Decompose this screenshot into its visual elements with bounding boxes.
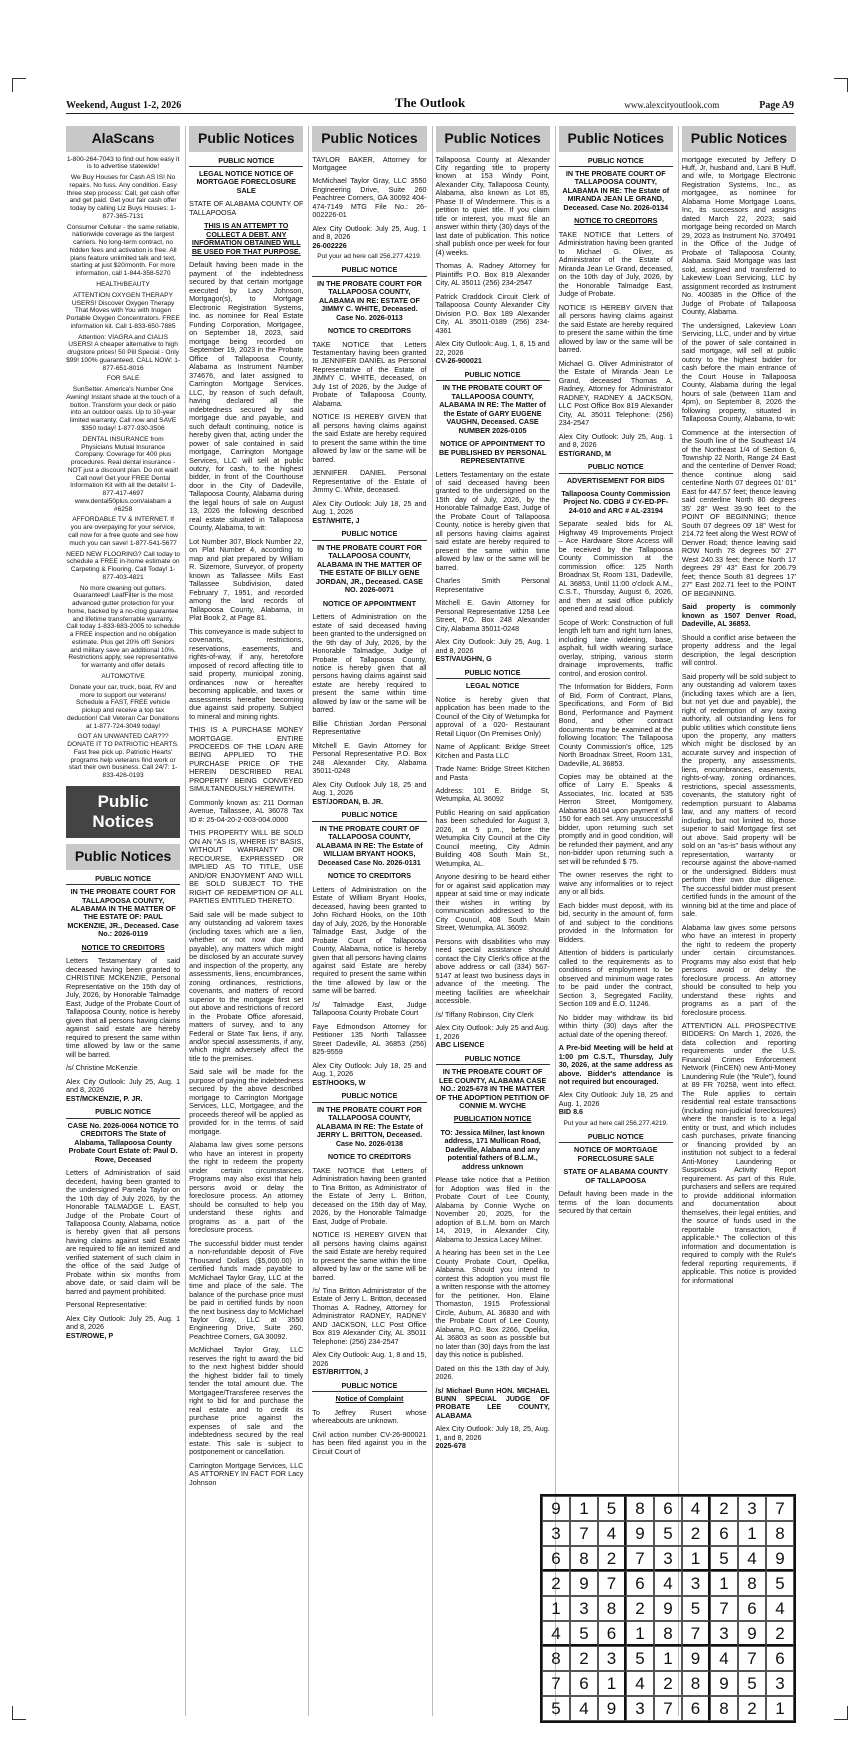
court-heading: IN THE PROBATE COURT OF TALLAPOOSA COUNTY, ALABAMA IN RE: The Matter of the Estate of GARY EUGENE VAUGHN, Deceased. CASE NUMBER 2026-0105: [439, 383, 546, 435]
puzzle-cell: 1: [570, 1496, 598, 1521]
classified-ad: SunSetter. America's Number One Awning! Instant shade at the touch of a button. Transform your deck or patio into an outdoor oasis. Up to 10-year limited warranty. Call now and SAVE $350 today! 1-877-930-3506: [66, 386, 181, 433]
notice-signature: Charles Smith Personal Representative: [435, 576, 550, 594]
column-4: [432, 126, 550, 1716]
notice-ref: BID 8.6: [558, 1107, 584, 1117]
paragraph: TAYLOR BAKER, Attorney for Mortgagee: [312, 154, 427, 172]
section-header: Public Notices: [189, 126, 303, 152]
notice-body: Please take notice that a Petition for Adoption was filed in the Probate Court of Lee County, Alabama by Connie Wyche on November 20, 2025, for the adoption of B.L.M. born on March 14, 2019, in Alexander City, Alabama to Jessica Lacey Milner.: [435, 1175, 550, 1244]
puzzle-cell: 7: [682, 1621, 710, 1646]
notice-body: TAKE NOTICE that Letters Testamentary having been granted to JENNIFER DANIEL as Personal Representative of the Estate of JIMMY C. WHITE, deceased, on July 1st of 2026, by the Judge of Probate of Tallapoosa County, Alabama.: [312, 339, 427, 408]
puzzle-cell: 7: [738, 1646, 766, 1671]
puzzle-cell: 4: [626, 1671, 654, 1696]
notice-signature: /s/ Michael Bunn HON. MICHAEL BUNN SPECIAL JUDGE OF PROBATE LEE COUNTY, ALABAMA: [435, 1385, 550, 1420]
puzzle-cell: 4: [654, 1571, 682, 1596]
court-heading: IN THE PROBATE COURT OF TALLAPOOSA COUNTY, ALABAMA IN RE: The Estate of MIRANDA JEAN LE GRAND, Deceased. Case No. 2026-0134: [562, 169, 670, 212]
notice-body: TAKE NOTICE that Letters of Administration having been granted to Tina Britton, as Administrator of the Estate of Jerry L. Britton, deceased on the 15th day of May, 2026, by the Honorable Talmadge East, Judge of Probate.: [312, 1165, 427, 1226]
addressee: TO: Jessica Milner, last known address, 171 Mullican Road, Dadeville, Alabama and any potential fathers of B.L.M., address unknown: [440, 1127, 545, 1171]
publication-dates: Alex City Outlook July 18, 25 and Aug. 1, 2026: [312, 779, 427, 798]
classified-ad: Donate your car, truck, boat, RV and more to support our veterans! Schedule a FAST, FREE vehicle pickup and receive a top tax deduction! Call Veteran Car Donations at 1-877-724-3049 today!: [67, 683, 180, 730]
puzzle-cell: 6: [654, 1496, 682, 1521]
notice-title: PUBLIC NOTICE: [312, 266, 426, 276]
publication-dates: Alex City Outlook: July 18, 25, Aug. 1, and 8, 2026: [435, 1424, 550, 1442]
puzzle-cell: 5: [626, 1646, 654, 1671]
puzzle-cell: 5: [598, 1496, 626, 1521]
classified-ad: We Buy Houses for Cash AS IS! No repairs. No fuss. Any condition. Easy three step process: Call, get cash offer and get paid. Get your fair cash offer today by calling Liz Buys Houses: 1-877-365-7131: [66, 174, 180, 220]
puzzle-cell: 8: [598, 1596, 626, 1621]
notice-body: NOTICE IS HEREBY GIVEN that all persons having claims against the said Estate are hereby required to present the same within the time allowed by law or the same will be barred.: [558, 302, 673, 355]
puzzle-cell: 8: [654, 1621, 682, 1646]
puzzle-cell: 2: [766, 1621, 794, 1646]
puzzle-cell: 9: [710, 1671, 738, 1696]
classified-ad: AFFORDABLE TV & INTERNET. If you are overpaying for your service, call now for a free quote and see how much you can save! 1-877-541-5677: [68, 516, 178, 547]
notice-ref: EST/HOOKS, W: [312, 1077, 366, 1087]
column-1: [66, 126, 180, 1716]
puzzle-cell: 4: [766, 1596, 794, 1621]
classified-ad: AUTOMOTIVE: [101, 672, 145, 680]
notice-title: PUBLIC NOTICE: [312, 811, 426, 821]
puzzle-cell: 9: [654, 1596, 682, 1621]
classified-ad: GOT AN UNWANTED CAR??? DONATE IT TO PATRIOTIC HEARTS. Fast free pick up. Patriotic Hearts' programs help veterans find work or start their own business. Call 24/7: 1-833-426-0193: [67, 733, 179, 780]
paragraph: Commonly known as: 211 Dorman Avenue, Tallassee, AL 36078 Tax ID #: 25-04-20-2-003-004.0000: [189, 797, 304, 824]
puzzle-cell: 4: [682, 1496, 710, 1521]
puzzle-cell: 6: [766, 1646, 794, 1671]
classified-ad: Consumer Cellular - the same reliable, nationwide coverage as the largest carriers. No long-term contract, no hidden fees and activation is free. All plans feature unlimited talk and text, starting at just $20/month. For more information, call 1-844-358-5270: [66, 223, 180, 278]
paragraph: THIS IS A PURCHASE MONEY MORTGAGE. ENTIRE PROCEEDS OF THE LOAN ARE BEING APPLIED TO THE PURCHASE PRICE OF THE HEREIN DESCRIBED REAL PROPERTY BEING CONVEYED SIMULTANEOUSLY HEREWITH.: [189, 725, 304, 794]
notice-ref: EST/BRITTON, J: [312, 1367, 369, 1377]
puzzle-cell: 3: [654, 1546, 682, 1571]
property-address: Said property is commonly known as 1507 Denver Road, Dadeville, AL 36853.: [681, 602, 797, 629]
publication-dates: Alex City Outlook: July 18, 25 and Aug. 1, 2026: [312, 1060, 427, 1079]
paragraph: Said sale will be made subject to any outstanding ad valorem taxes (including taxes which are a lien, whether or not now due and payable), any matters which might be disclosed by an accurate survey and inspection of the property, any assessments, liens, encumbrances, zoning ordinances, restrictions, covenants, and matters of record superior to the mortgage first set out above and restrictions of record in the Probate Office aforesaid, matters of survey, and to any Federal or State Tax liens, if any, and/or special assessments, if any, which might adversely affect the title to the premises.: [189, 909, 304, 1063]
puzzle-cell: 2: [626, 1596, 654, 1621]
state-county: STATE OF ALABAMA COUNTY OF TALLAPOOSA: [189, 199, 304, 217]
puzzle-cell: 3: [682, 1571, 710, 1596]
notice-signature: Billie Christian Jordan Personal Representative: [312, 718, 427, 737]
column-2: [185, 126, 303, 1716]
classified-ad: ATTENTION OXYGEN THERAPY USERS! Discover Oxygen Therapy That Moves with You with Inogen Portable Oxygen Concentrators. FREE information kit. Call 1-833-650-7885: [66, 291, 180, 330]
paragraph: Carrington Mortgage Services, LLC AS ATTORNEY IN FACT FOR Lacy Johnson: [189, 1460, 304, 1487]
notice-title: PUBLIC NOTICE: [66, 1108, 180, 1118]
notice-body: Letters of Administration on the Estate of William Bryant Hooks, deceased, having been granted to John Richard Hooks, on the 10th day of July, 2026, by the Honorable Talmadge East, Judge of the Probate Court of Tallapoosa County, Alabama, notice is hereby given that all persons having claims against said Estate are hereby required to present the same within the time allowed by law or the same will be barred.: [312, 884, 427, 996]
publication-dates: Alex City Outlook: July 25 and Aug. 1, 2026: [435, 1023, 550, 1041]
column-6: [678, 126, 796, 1716]
project-info: Tallapoosa County Commission Project No. CDBG # CY-ED-PF-24-010 and ARC # AL-23194: [561, 488, 671, 515]
section-header: Public Notices: [312, 126, 426, 152]
masthead: [66, 96, 794, 114]
publication-dates: Alex City Outlook: Aug. 1, 8, 15 and 22, 2026: [435, 339, 550, 357]
paragraph: mortgage executed by Jeffery D Huff, Jr, husband and, Lani B Huff, and wife, to Mortgage Electronic Registration Systems, Inc., as mortgagee, as nominee for Alabama Home Mortgage Loans, Inc, its successors and assigns dated March 22, 2023; said mortgage being recorded on March 29, 2023 as Instrument No. 370491 in the Office of the Judge of Probate of Tallapoosa County, Alabama. Said Mortgage was last sold, assigned and transferred to Lakeview Loan Servicing, LLC by assignment recorded as Instrument No. 400385 in the Office of the Judge of Probate of Tallapoosa County, Alabama.: [681, 154, 797, 317]
notice-subtitle: LEGAL NOTICE: [465, 681, 520, 691]
notice-ref: EST/WHITE, J: [312, 515, 360, 525]
puzzle-cell: 4: [598, 1521, 626, 1546]
notice-subtitle: NOTICE TO CREDITORS: [327, 871, 412, 881]
puzzle-cell: 7: [654, 1696, 682, 1721]
notice-body: To Jeffrey Rusert whose whereabouts are unknown.: [312, 1407, 427, 1426]
court-heading: IN THE PROBATE COURT FOR TALLAPOOSA COUNTY, ALABAMA IN RE: ESTATE OF JIMMY C. WHITE, Deceased. Case No. 2026-0113: [316, 278, 422, 322]
crop-mark-top-left: [12, 78, 26, 92]
paragraph: The successful bidder must tender a non-refundable deposit of Five Thousand Dollars ($5,000.00) in certified funds made payable to McMichael Taylor Gray, LLC at the time and place of the sale. The balance of the purchase price must be paid in certified funds by noon the next business day to McMichael Taylor Gray, LLC at 3550 Engineering Drive, Suite 260, Peachtree Corners, GA 30092.: [189, 1238, 304, 1341]
court-heading: IN THE PROBATE COURT FOR TALLAPOOSA COUNTY, ALABAMA IN THE MATTER OF THE ESTATE OF: PAUL MCKENZIE, JR., Deceased. Case No.: 2026-0119: [67, 887, 179, 939]
notice-body: Letters Testamentary of said deceased having been granted to CHRISTINE MCKENZIE, Personal Representative on the 15th day of July, 2026, by Honorable Talmadge East, Judge of the Probate Court of Tallapoosa County, notice is hereby given that all persons having claims against said estate are hereby required to present the same within time allowed by law or the same will be barred.: [66, 956, 181, 1059]
notice-title: PUBLIC NOTICE: [436, 669, 550, 679]
classified-ad: 1-800-264-7043 to find out how easy it is to advertise statewide!: [66, 155, 180, 171]
copies: Copies may be obtained at the office of Larry E. Speaks & Associates, Inc. located at 535 Herron Street, Montgomery, Alabama 36104 upon payment of $ 150 for each set. Any unsuccessful bidder, upon returning such set promptly and in good condition, will be refunded their payment, and any non-bidder upon returning such a set will be refunded $ 75.: [558, 772, 673, 866]
puzzle-cell: 6: [598, 1621, 626, 1646]
puzzle-cell: 3: [626, 1696, 654, 1721]
court-heading: IN THE PROBATE COURT FOR TALLAPOOSA COUNTY, ALABAMA IN RE: The Estate of JERRY L. BRITTON, Deceased. Case No. 2026-0138: [316, 1104, 423, 1148]
notice-ref: EST/ROWE, P: [66, 1330, 114, 1340]
section-header: Public Notices: [559, 126, 673, 152]
paragraph: McMichael Taylor Gray, LLC reserves the right to award the bid to the next highest bidder should the highest bidder fail to timely tender the total amount due. The Mortgagee/Transferee reserves the right to bid for and purchase the real estate and to credit its purchase price against the expenses of sale and the indebtedness secured by the real estate. This sale is subject to postponement or cancellation.: [189, 1345, 304, 1457]
publication-dates: Alex City Outlook: July 18, 25 and Aug. 1, 2026: [558, 1090, 673, 1108]
notice-body: Default having been made in the terms of the loan documents secured by that certain: [558, 1189, 673, 1216]
classified-ad: Attention: VIAGRA and CIALIS USERS! A cheaper alternative to high drugstore prices! 50 Pill Special - Only $99! 100% guaranteed. CALL NOW: 1-877-651-8016: [66, 333, 181, 372]
notice-subtitle: ADVERTISEMENT FOR BIDS: [566, 475, 665, 485]
paragraph: Said sale will be made for the purpose of paying the indebtedness secured by the above described mortgage to Carrington Mortgage Services, LLC, Mortgagee, and the proceeds thereof will be applied as provided for in the terms of said mortgage.: [189, 1067, 304, 1136]
puzzle-cell: 4: [570, 1696, 598, 1721]
paragraph: The undersigned, Lakeview Loan Servicing, LLC, under and by virtue of the power of sale contained in said mortgage, will sell at public outcry to the highest bidder for cash before the main entrance of the Court House in Tallapoosa County, Alabama during the legal hours of sale (between 11am and 4pm), on September 8, 2026 the following property, situated in Tallapoosa County, Alabama, to-wit:: [681, 320, 797, 424]
puzzle-cell: 1: [626, 1621, 654, 1646]
puzzle-cell: 1: [710, 1571, 738, 1596]
publication-dates: Alex City Outlook: July 18, 25 and Aug. 1, 2026: [312, 498, 427, 517]
paragraph: Alabama law gives some persons who have an interest in property the right to redeem the property under certain circumstances. Programs may also exist that help persons avoid or delay the foreclosure process. An attorney should be consulted to help you understand these rights and programs as a part of the foreclosure process.: [189, 1140, 304, 1235]
puzzle-cell: 5: [738, 1671, 766, 1696]
puzzle-cell: 6: [542, 1546, 570, 1571]
puzzle-cell: 8: [738, 1571, 766, 1596]
bid-info: The Information for Bidders, Form of Bid, Form of Contract, Plans, Specifications, and Form of Bid Bond, Performance and Payment Bond, and other contract documents may be examined at the following location: The Tallapoosa County Commission's office, 125 North Broadnax Street, Room 131, Dadeville, AL 36853.: [558, 682, 673, 768]
pre-bid: A Pre-bid Meeting will be held at 1:00 pm C.S.T., Thursday, July 30, 2026, at the same address as above. Bidder's attendance is not required but encouraged.: [558, 1043, 673, 1086]
objection: Anyone desiring to be heard either for or against said application may appear at said time or may indicate their wishes in writing by communication addressed to the City Council, 408 South Main Street, Wetumpka, AL 36092.: [435, 872, 550, 933]
court-heading: CASE No. 2026-0064 NOTICE TO CREDITORS The State of Alabama, Tallapoosa County Probate Court Estate of: Paul D. Rowe, Deceased: [67, 1120, 179, 1164]
paragraph: Default having been made in the payment of the indebtedness secured by that certain mortgage executed by Lacy Johnson, Mortgagor(s), to Mortgage Electronic Registration Systems, Inc. as nominee for Real Estate Funding Corporation, Mortgagee, on September 18, 2023, said mortgage being recorded on September 19, 2023 in the Probate Office of Tallapoosa County, Alabama as Instrument Number 374676, and later assigned to Carrington Mortgage Services, LLC, by reason of such default, having declared all the indebtedness secured by said mortgage due and payable, and such default continuing, notice is hereby given that, acting under the power of sale contained in said mortgage, Carrington Mortgage Services, LLC will sell at public outcry, for cash, to the highest bidder, in front of the Courthouse door in the City of Dadeville, Tallapoosa County, Alabama during the legal hours of sale on August 13, 2026 the following described real estate situated in Tallapoosa County, Alabama, to wit:: [189, 260, 304, 533]
puzzle-cell: 1: [766, 1696, 794, 1721]
notice-body: Letters of Administration on the estate of said deceased having been granted to the undersigned on the 9th day of July, 2026, by the Honorable Talmadge, Judge of Probate of Tallapoosa County, notice is hereby given that all persons having claims against said estate are hereby required to present the same within time allowed by law or the same will be barred.: [312, 612, 427, 715]
puzzle-cell: 7: [710, 1596, 738, 1621]
classified-ad: DENTAL INSURANCE from Physicians Mutual Insurance Company. Coverage for 400 plus procedures. Real dental insurance - NOT just a discount plan. Do not wait! Call now! Get your FREE Dental Information Kit with all the details! 1-877-417-4697 www.dental50plus.com/alabam a #6258: [67, 435, 179, 513]
attorney-block: Faye Edmondson Attorney for Petitioner 135 North Tallassee Street Dadeville, AL 36853 (256) 825-9559: [312, 1021, 427, 1057]
puzzle-cell: 2: [710, 1496, 738, 1521]
puzzle-cell: 7: [766, 1496, 794, 1521]
notice-ref: EST/VAUGHN, G: [435, 654, 492, 664]
notice-title: PUBLIC NOTICE: [312, 1092, 426, 1102]
puzzle-cell: 8: [710, 1696, 738, 1721]
court-heading: IN THE PROBATE COURT FOR TALLAPOOSA COUNTY, ALABAMA IN THE MATTER OF THE ESTATE OF BILLY GENE JORDAN, JR., Deceased. CASE NO. 2026-0071: [315, 542, 423, 595]
debt-notice: THIS IS AN ATTEMPT TO COLLECT A DEBT. ANY INFORMATION OBTAINED WILL BE USED FOR THAT PURPOSE.: [191, 221, 301, 256]
notice-ref: CV-26-900021: [435, 356, 482, 366]
house-ad: Put your ad here call 256.277.4219.: [317, 253, 422, 261]
puzzle-cell: 6: [738, 1596, 766, 1621]
puzzle-cell: 3: [598, 1646, 626, 1671]
paragraph: Alabama law gives some persons who have an interest in property the right to redeem the property under certain circumstances. Programs may also exist that help persons avoid or delay the foreclosure process. An attorney should be consulted to help you understand these rights and programs as a part of the foreclosure process.: [681, 922, 797, 1017]
attorney-block: Mitchell E. Gavin Attorney for Personal Representative P.O. Box 248 Alexander City, Alabama 35011-0248: [312, 740, 427, 776]
section-header: Public Notices: [66, 844, 180, 870]
puzzle-cell: 3: [542, 1521, 570, 1546]
notice-title: PUBLIC NOTICE: [559, 463, 673, 473]
paragraph: Should a conflict arise between the property address and the legal description, the legal description will control.: [681, 632, 797, 668]
classified-ads: [66, 156, 180, 780]
notice-subtitle: PUBLICATION NOTICE: [453, 1114, 532, 1124]
puzzle-cell: 1: [682, 1546, 710, 1571]
deposit: Each bidder must deposit, with its bid, security in the amount of, form of and subject to the conditions provided in the Information for Bidders.: [558, 900, 673, 944]
puzzle-cell: 8: [626, 1496, 654, 1521]
puzzle-cell: 1: [738, 1521, 766, 1546]
publication-dates: Alex City Outlook: July 25, Aug. 1 and 8, 2026: [66, 1076, 181, 1095]
puzzle-cell: 6: [682, 1696, 710, 1721]
columns: [66, 126, 796, 1716]
notice-ref: ABC LISENCE: [435, 1040, 485, 1050]
notice-title: PUBLIC NOTICE: [66, 875, 180, 885]
notice-title: PUBLIC NOTICE: [559, 157, 673, 167]
section-header: Public Notices: [682, 126, 796, 152]
puzzle-cell: 8: [542, 1646, 570, 1671]
notice-subtitle: NOTICE TO CREDITORS: [81, 942, 165, 952]
waive: The owner reserves the right to waive any informalities or to reject any or all bids.: [558, 870, 673, 897]
puzzle-cell: 4: [738, 1546, 766, 1571]
puzzle-cell: 5: [542, 1696, 570, 1721]
paragraph: Lot Number 307, Block Number 22, on Plat Number 4, according to map and plat prepared by William R. Sizemore, Surveyor, of property known as Tallassee Mills East Tallassee Subdivision, dated February 7, 1951, and recorded among the land records of Tallapoosa County, Alabama, in Plat Book 2, at Page 81.: [189, 536, 304, 623]
notice-title: PUBLIC NOTICE: [312, 1382, 426, 1392]
notice-title: PUBLIC NOTICE: [189, 157, 303, 167]
trade-name: Trade Name: Bridge Street Kitchen and Pasta: [435, 764, 550, 782]
notice-subtitle: NOTICE TO CREDITORS: [327, 326, 412, 336]
notice-subtitle: Notice of Complaint: [335, 1394, 404, 1404]
notice-subtitle: NOTICE TO CREDITORS: [574, 216, 658, 226]
puzzle-cell: 4: [710, 1646, 738, 1671]
court-heading: IN THE PROBATE COURT OF TALLAPOOSA COUNTY, ALABAMA IN RE: The Estate of WILLIAM BRYANT HOOKS, Deceased Case No. 2026-0131: [316, 823, 423, 867]
clerk-block: Patrick Craddock Circuit Clerk of Tallapoosa County Alexander City Division P.O. Box 189 Alexander City, AL 35011-0189 (256) 234-4361: [435, 291, 550, 335]
notice-rep: Personal Representative:: [66, 1300, 147, 1310]
house-ad: Put your ad here call 256.277.4219.: [563, 1119, 669, 1127]
attorney-block: Mitchell E. Gavin Attorney for Personal Representative 1258 Lee Street, P.O. Box 248 Alexander City, Alabama 35011-0248: [435, 598, 550, 633]
puzzle-cell: 8: [682, 1671, 710, 1696]
notice-body: Letters Testamentary on the estate of said deceased having been granted to the undersigned on the 15th day of July, 2026, by the Honorable Talmadge East, Judge of the Probate Court of Tallapoosa County, notice is hereby given that all persons having claims against said estate are hereby required to present the same within time allowed by law or the same will be barred.: [435, 469, 550, 572]
column-5: [555, 126, 673, 1716]
classified-ad: NEED NEW FLOORING? Call today to schedule a FREE in-home estimate on Carpeting & Flooring. Call Today! 1-877-403-4821: [66, 550, 181, 581]
no-withdraw: No bidder may withdraw its bid within thirty (30) days after the actual date of the opening thereof.: [558, 1012, 673, 1039]
notice-ref: EST/JORDAN, B. JR.: [312, 796, 384, 806]
puzzle-cell: 8: [570, 1546, 598, 1571]
puzzle-cell: 5: [654, 1521, 682, 1546]
paragraph: This conveyance is made subject to covenants, restrictions, reservations, easements, and rights-of-way, if any, heretofore imposed of record affecting title to said property, municipal zoning, ordinances now or hereafter becoming applicable, and taxes or assessments hereafter becoming due against said property. Subject to mineral and mining rights.: [189, 626, 304, 721]
puzzle-cell: 9: [570, 1571, 598, 1596]
notice-title: PUBLIC NOTICE: [436, 1055, 550, 1065]
alascans-header: AlaScans: [66, 126, 180, 152]
notice-signature: Michael G. Oliver Administrator of the Estate of Miranda Jean Le Grand, deceased Thomas A. Radney, Attorney for Administrator RADNEY, RADNEY & JACKSON, LLC Post Office Box 819 Alexander City, AL 35011 Telephone: (256) 234-2547: [558, 358, 673, 428]
puzzle-cell: 2: [542, 1571, 570, 1596]
publication-dates: Alex City Outlook: July 25, Aug. 1 and 8, 2026: [558, 431, 673, 450]
notice-body: NOTICE IS HEREBY GIVEN that all persons having claims against the said Estate are hereby required to present the same within the time allowed by law or the same will be barred.: [312, 1230, 427, 1282]
classified-ad: No more cleaning out gutters. Guaranteed! LeafFilter is the most advanced gutter protection for your home, backed by a no-clog guarantee and lifetime transferrable warranty. Call today 1-833-683-2005 to schedule a FREE inspection and no obligation estimate. Plus get 20% off! Seniors and military save an additional 10%. Restrictions apply, see representative for warranty and offer details: [66, 584, 180, 670]
puzzle-cell: 9: [542, 1496, 570, 1521]
paragraph: THIS PROPERTY WILL BE SOLD ON AN "AS IS, WHERE IS" BASIS, WITHOUT WARRANTY OR RECOURSE, EXPRESSED OR IMPLIED AS TO TITLE, USE AND/OR ENJOYMENT AND WILL BE SOLD SUBJECT TO THE RIGHT OF REDEMPTION OF ALL PARTIES ENTITLED THERETO.: [189, 828, 304, 906]
notice-body: NOTICE IS HEREBY GIVEN that all persons having claims against the said Estate are hereby required to present the same within the time allowed by law or the same will be barred.: [312, 412, 427, 464]
notice-body: Separate sealed bids for AL Highway 49 Improvements Project – Ace Hardware Store Access will be received by the Tallapoosa County Commission at the commission office: 125 North Broadnax St, Room 131, Dadeville, AL 36853, Until 11:00 o'clock A.M., C.S.T., Thursday, August 6, 2026, and then at said office publicly opened and read aloud.: [558, 519, 673, 614]
puzzle-cell: 5: [766, 1571, 794, 1596]
sudoku-puzzle: [540, 1494, 796, 1723]
paper-name: The Outlook: [394, 95, 466, 110]
puzzle-cell: 9: [682, 1646, 710, 1671]
legal-heading: LEGAL NOTICE NOTICE OF MORTGAGE FORECLOSURE SALE: [196, 169, 296, 195]
notice-subtitle: NOTICE TO CREDITORS: [327, 1152, 412, 1162]
publication-dates: Alex City Outlook: July 25, Aug. 1 and 8, 2026: [312, 223, 427, 242]
puzzle-cell: 5: [682, 1596, 710, 1621]
notice-signature: /s/ Tina Britton Administrator of the Estate of Jerry L. Britton, deceased Thomas A. Radney, Attorney for Administrator RADNEY, RADNEY AND JACKSON, LLC Post Office Box 819 Alexander City, AL 35011 Telephone: (256) 234-2547: [312, 1285, 427, 1346]
puzzle-cell: 5: [710, 1546, 738, 1571]
address: Address: 101 E. Bridge St, Wetumpka, AL 36092: [435, 786, 550, 804]
publication-dates: Alex City Outlook: July 25, Aug. 1 and 8, 2026: [435, 637, 550, 655]
puzzle-cell: 2: [738, 1696, 766, 1721]
crop-mark-top-right: [834, 78, 848, 92]
puzzle-cell: 7: [542, 1671, 570, 1696]
puzzle-cell: 9: [766, 1546, 794, 1571]
puzzle-cell: 2: [570, 1646, 598, 1671]
website: www.alexcityoutlook.com: [624, 100, 720, 110]
disability-note: Persons with disabilities who may need special assistance should contact the City Clerk's office at the above address or call (334) 567-5147 at least two business days in advance of the meeting. The meeting facilities are wheelchair accessible.: [435, 936, 550, 1006]
puzzle-cell: 6: [710, 1521, 738, 1546]
notice-signature: JENNIFER DANIEL Personal Representative of the Estate of Jimmy C. White, deceased.: [312, 468, 427, 495]
puzzle-cell: 2: [654, 1671, 682, 1696]
puzzle-cell: 3: [570, 1596, 598, 1621]
puzzle-cell: 6: [570, 1671, 598, 1696]
notice-signature: /s/ Christine McKenzie: [66, 1063, 138, 1073]
paragraph: Tallapoosa County at Alexander City regarding title to property known at 153 Windy Point, Alexander City, Tallapoosa County, Alabama, also known as Lot 85, Phase II of Windermere. This is a petition to quiet title. If you claim title or interest, you must file an answer within thirty (30) days of the last date of publication. This notice shall publish once per week for four (4) weeks.: [435, 154, 550, 257]
puzzle-cell: 3: [738, 1496, 766, 1521]
public-notices-banner: Public Notices: [66, 786, 180, 838]
page-number: Page A9: [759, 100, 794, 111]
notice-ref: EST/MCKENZIE, P. JR.: [66, 1093, 143, 1103]
paragraph: McMichael Taylor Gray, LLC 3550 Engineering Drive, Suite 260 Peachtree Corners, GA 30092 404-474-7149 MTG File No.: 26-002226-01: [312, 176, 427, 220]
column-3: [308, 126, 426, 1716]
notice-subtitle: NOTICE OF APPOINTMENT: [322, 598, 417, 608]
notice-ref: 2025-678: [435, 1441, 466, 1451]
notice-signature: /s/ Tiffany Robinson, City Clerk: [435, 1009, 534, 1019]
section-header: Public Notices: [436, 126, 550, 152]
puzzle-cell: 4: [542, 1621, 570, 1646]
notice-title: PUBLIC NOTICE: [312, 530, 426, 540]
dated: Dated on this the 13th day of July, 2026.: [435, 1363, 550, 1382]
hearing: A hearing has been set in the Lee County Probate Court, Opelika, Alabama. Should you intend to contest this adoption you must file a written response with the attorney for the petitioner, Hon. Elaine Thomaston, 1915 Professional Circle, Auburn, AL 36830 and with the Probate Court of Lee County, Alabama, P.O. Box 2266, Opelika, AL 36803 as soon as possible but no later than (30) days from the last day this notice is published.: [435, 1248, 550, 1360]
puzzle-cell: 3: [710, 1621, 738, 1646]
classified-ad: FOR SALE: [106, 375, 140, 383]
hearing: Public Hearing on said application has been scheduled for August 3, 2026, at 5 p.m., before the Wetumpka City Council at the City Council meeting, City Admin Building 408 South Main St., Wetumpka, AL.: [435, 807, 550, 868]
notice-body: Civil action number CV-26-900021 has been filed against you in the Circuit Court of: [312, 1429, 427, 1456]
puzzle-cell: 9: [626, 1521, 654, 1546]
puzzle-cell: 1: [598, 1671, 626, 1696]
notice-body: TAKE NOTICE that Letters of Administration having been granted to Michael G. Oliver, as Administrator of the Estate of Miranda Jean Le Grand, deceased, on the 10th day of July, 2026, by the Honorable Talmadge East, Judge of Probate.: [558, 229, 673, 299]
puzzle-cell: 5: [570, 1621, 598, 1646]
puzzle-cell: 1: [654, 1646, 682, 1671]
scope: Scope of Work: Construction of full length left turn and right turn lanes, including lane widening, base, asphalt, full width wearing surface overlay, striping, various storm drainage improvements, traffic control, and erosion control.: [558, 617, 673, 678]
notice-title: PUBLIC NOTICE: [436, 371, 550, 381]
applicant: Name of Applicant: Bridge Street Kitchen and Pasta LLC: [435, 742, 550, 760]
puzzle-cell: 2: [598, 1546, 626, 1571]
puzzle-cell: 1: [542, 1596, 570, 1621]
puzzle-cell: 7: [626, 1546, 654, 1571]
puzzle-cell: 7: [570, 1521, 598, 1546]
paragraph: Said property will be sold subject to any outstanding ad valorem taxes (including taxes which are a lien, but not yet due and payable), the right of redemption of any taxing authority, all outstanding liens for public utilities which constitute liens upon the property, any matters which might be disclosed by an accurate survey and inspection of the property, any assessments, liens, encumbrances, easements, rights-of-way, zoning ordinances, restrictions, special assessments, covenants, the statutory right of redemption pursuant to Alabama law, and any matters of record including, but not limited to, those superior to said Mortgage first set out above. Said property will be sold on an "as-is" basis without any representation, warranty or recourse against the above-named or the undersigned. Bidders must perform their own due diligence. The successful bidder must present certified funds in the amount of the winning bid at the time and place of sale.: [681, 671, 797, 919]
puzzle-cell: 9: [598, 1696, 626, 1721]
puzzle-cell: 8: [766, 1521, 794, 1546]
paragraph: Commence at the intersection of the South line of the Southeast 1/4 of the Northeast 1/4 of Section 6, Township 22 North, Range 24 East and the centerline of Denver Road; thence continue along said centerline North 07 degrees 01' 01" East for 447.57 feet; thence leaving said centerline North 80 degrees 35' 28" West 39.90 feet to the POINT OF BEGINNING; thence South 07 degrees 09' 18" West for 214.72 feet along the West ROW of Denver Road; thence leaving said ROW North 78 degrees 50' 27" West 240.33 feet; thence North 17 degrees 29' 43" East for 206.79 feet; thence South 81 degrees 17' 27" East 202.71 feet to the POINT OF BEGINNING.: [681, 427, 797, 598]
issue-date: Weekend, August 1-2, 2026: [66, 100, 182, 111]
publication-dates: Alex City Outlook: July 25, Aug. 1 and 8, 2026: [66, 1313, 181, 1332]
notice-body: Notice is hereby given that application has been made to the Council of the City of Wetumpka for approval of a 020- Restaurant Retail Liquor (On Premises Only): [435, 694, 550, 738]
crop-mark-bottom-left: [12, 1706, 26, 1720]
attorney-block: Thomas A. Radney Attorney for Plaintiffs P.O. Box 819 Alexander City, AL 35011 (256) 234-2547: [435, 261, 550, 288]
puzzle-cell: 2: [682, 1521, 710, 1546]
puzzle-cell: 9: [738, 1621, 766, 1646]
puzzle-cell: 7: [598, 1571, 626, 1596]
legal-heading: NOTICE OF MORTGAGE FORECLOSURE SALE: [574, 1145, 658, 1163]
notice-title: PUBLIC NOTICE: [559, 1133, 673, 1143]
notice-subtitle: NOTICE OF APPOINTMENT TO BE PUBLISHED BY PERSONAL REPRESENTATIVE: [438, 439, 547, 466]
attention: Attention of bidders is particularly called to the requirements as to conditions of employment to be observed and minimum wage rates to be paid under the contract, Section 3, Segregated Facility, Section 109 and E.O. 11246.: [558, 948, 673, 1009]
notice-ref: EST/GRAND, M: [558, 448, 611, 458]
puzzle-cell: 3: [766, 1671, 794, 1696]
notice-body: Letters of Administration of said decedent, having been granted to the undersigned Pamela Taylor on the 10th day of July 2026, by the Honorable TALMADGE L. EAST, Judge of the Probate Court of Tallapoosa County, Alabama, notice is hereby given that all persons having claims against said Estate are required to file an itemized and verified statement of such claim in the office of the said Judge of Probate within six months from above date, or said claim will be barred and payment prohibited.: [66, 1168, 181, 1296]
court-heading: IN THE PROBATE COURT OF LEE COUNTY, ALABAMA CASE NO.: 2025-678 IN THE MATTER OF THE ADOPTION PETITION OF CONNIE M. WYCHE: [436, 1067, 550, 1110]
crop-mark-bottom-right: [834, 1706, 848, 1720]
classified-ad: HEALTH/BEAUTY: [96, 281, 150, 288]
publication-dates: Alex City Outlook: Aug. 1, 8 and 15, 2026: [312, 1350, 427, 1368]
puzzle-cell: 6: [626, 1571, 654, 1596]
paragraph: ATTENTION ALL PROSPECTIVE BIDDERS: On March 1, 2026, the data collection and reporting requirements under the U.S. Financial Crimes Enforcement Network (FinCEN) new Anti-Money Laundering Rule (the "Rule"), found at 89 FR 70258, went into effect. The Rule applies to certain residential real estate transactions (including non-judicial foreclosures) where the transfer is to a legal entity or trust, and which includes cash purchases, private financing or financing provided by an institution not subject to a federal Anti-Money Laundering or Suspicious Activity Report requirement. As part of this Rule, purchasers and sellers are required to provide additional information and documentation about themselves, their legal entities, and the source of funds used in the reportable transaction, if applicable.* The collection of this information and documentation is required to comply with the Rule's federal reporting requirements, if applicable. This notice is provided for informational: [681, 1020, 797, 1285]
notice-signature: /s/ Talmadge East, Judge Tallapoosa County Probate Court: [312, 999, 427, 1018]
notice-ref: 26-002226: [312, 240, 347, 250]
state-county: STATE OF ALABAMA COUNTY OF TALLAPOOSA: [563, 1167, 669, 1185]
